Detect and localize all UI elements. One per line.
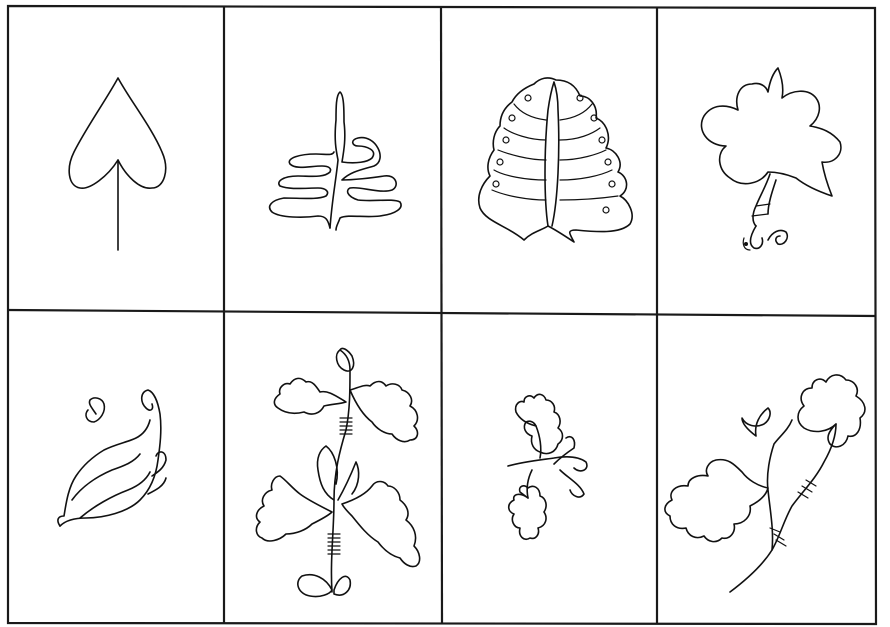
heart-leaf-on-stem-icon: [69, 78, 165, 250]
flower-leaf-with-tendril-icon: [701, 68, 840, 250]
dotted-veined-leaf-icon: [479, 78, 632, 242]
fern-plant-with-leaves-icon: [256, 348, 419, 596]
wavy-fir-branch-icon: [270, 92, 401, 230]
serrated-leaf-sprig-icon: [508, 394, 587, 539]
grid-frame: [8, 6, 876, 624]
curled-acanthus-leaf-icon: [58, 390, 166, 526]
vine-with-two-leaves-icon: [665, 375, 865, 592]
